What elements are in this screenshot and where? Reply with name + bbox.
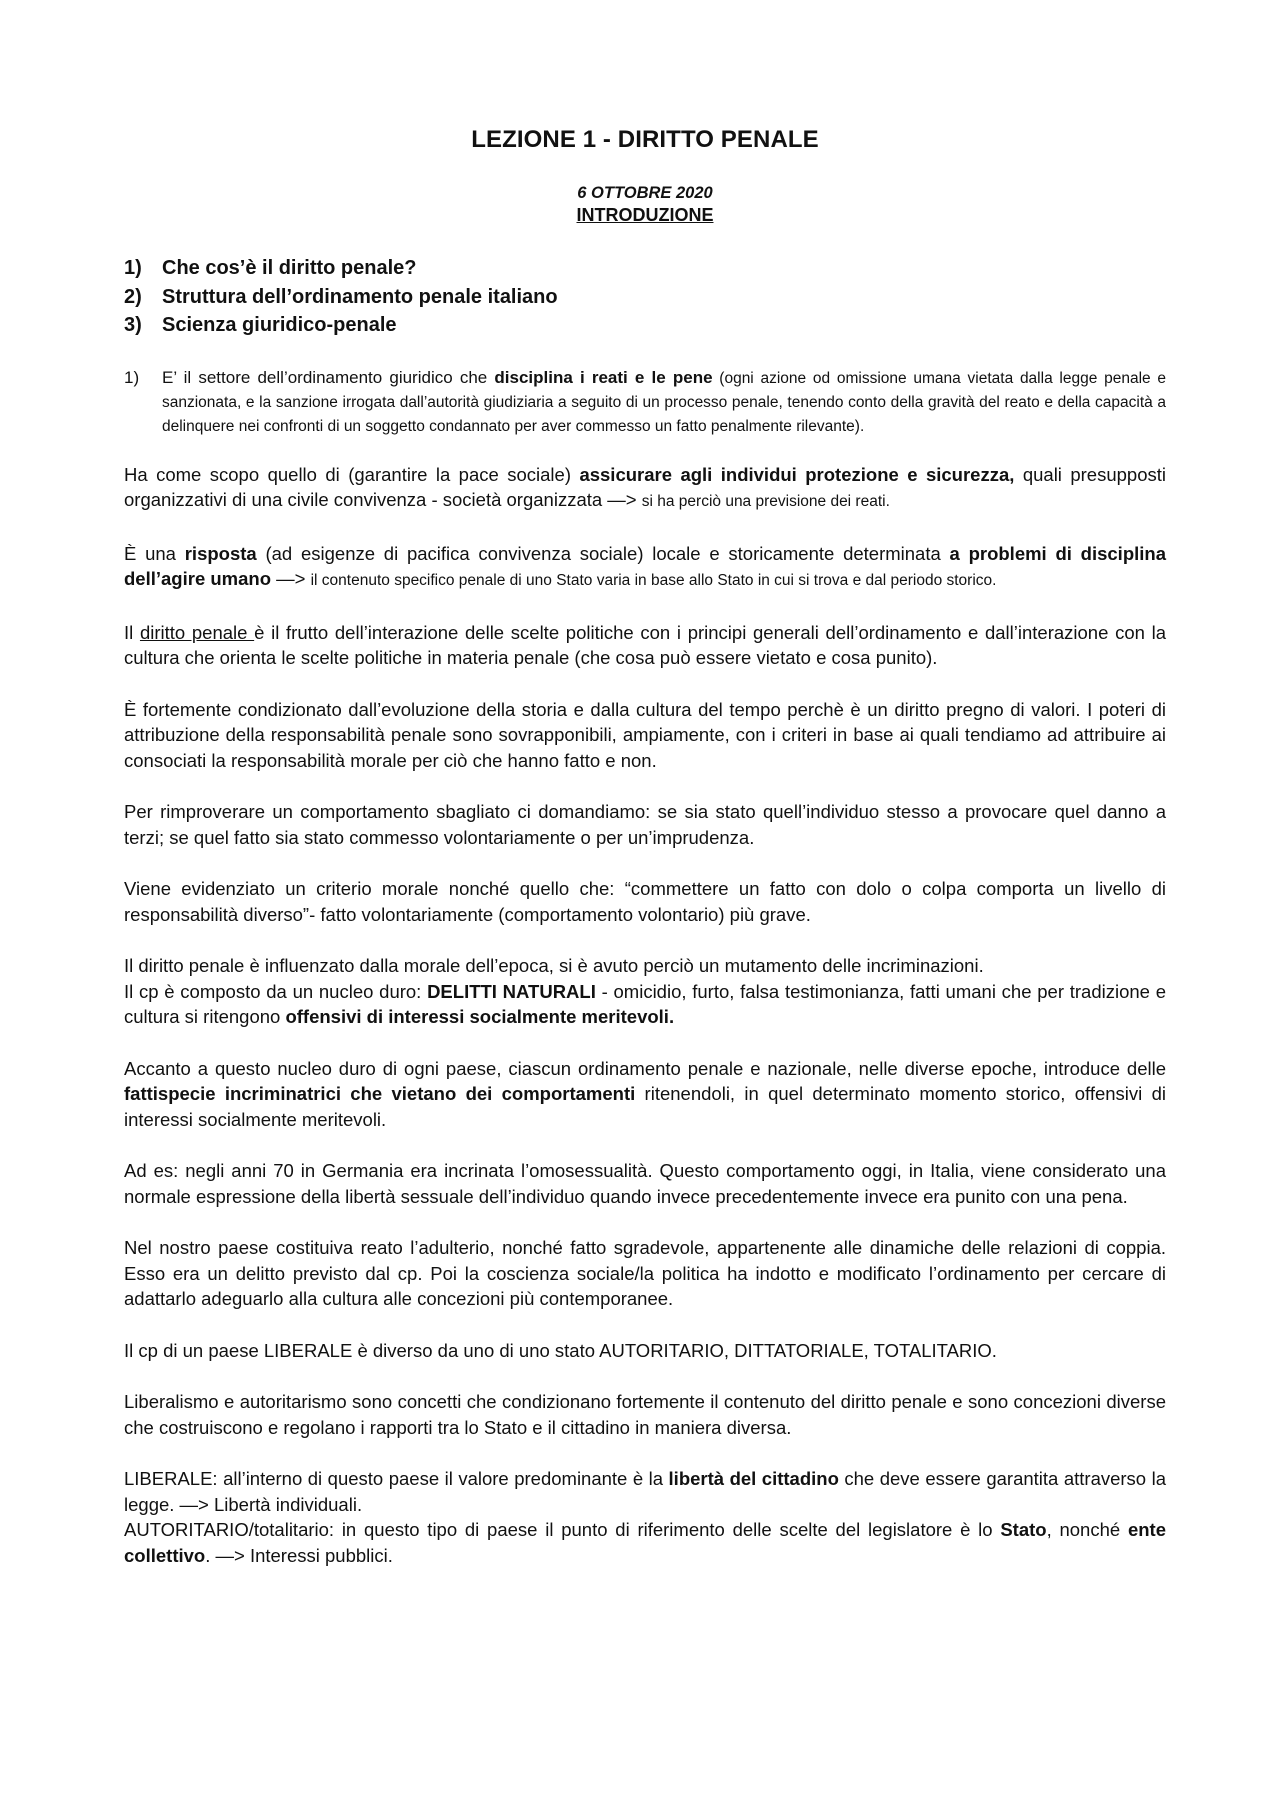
outline-number: 1) bbox=[124, 257, 142, 279]
paragraph-natural-crimes: Il diritto penale è influenzato dalla morale dell’epoca, si è avuto perciò un mutamento delle incriminazioni. Il cp è composto da un nucleo duro: DELITTI NATURALI - omicidio, furto, falsa testimonianza, fatti umani che per tradizione e cultura si ritengono offensivi di interessi socialmente meritevoli. bbox=[124, 955, 1166, 1027]
outline-number: 2) bbox=[124, 285, 142, 308]
paragraph-authoritarian: AUTORITARIO/totalitario: in questo tipo di paese il punto di riferimento delle scelte del legislatore è lo Stato, nonché ente collettivo. —> Interessi pubblici. bbox=[124, 1519, 1166, 1566]
outline-number: 3) bbox=[124, 314, 142, 336]
section-heading: INTRODUZIONE bbox=[576, 205, 714, 225]
paragraph-liberal: LIBERALE: all’interno di questo paese il valore predominante è la libertà del cittadino che deve essere garantita attraverso la legge. —> Libertà individuali. bbox=[124, 1468, 1166, 1515]
paragraph-state-types: Il cp di un paese LIBERALE è diverso da uno di uno stato AUTORITARIO, DITTATORIALE, TOTALITARIO. bbox=[124, 1339, 997, 1361]
paragraph-history: È fortemente condizionato dall’evoluzione della storia e dalla cultura del tempo perchè è un diritto pregno di valori. I poteri di attribuzione della responsabilità penale sono sovrapponibili, ampiamente, con i criteri in base ai quali tendiamo ad attribuire ai consociati la responsabilità morale per ciò che hanno fatto e non. bbox=[124, 698, 1166, 771]
outline-label: Scienza giuridico-penale bbox=[162, 314, 397, 336]
paragraph-scope: Ha come scopo quello di (garantire la pace sociale) assicurare agli individui protezione e sicurezza, quali presupposti organizzativi di una civile convivenza - società organizzata —> si ha perciò una previsione dei reati. bbox=[124, 463, 1167, 510]
paragraph-example: Ad es: negli anni 70 in Germania era incrinata l’omosessualità. Questo comportamento oggi, in Italia, viene considerato una normale espressione della libertà sessuale dell’individuo quando invece precedentemente invece era punito con una pena. bbox=[124, 1160, 1166, 1207]
lesson-date: 6 OTTOBRE 2020 bbox=[577, 184, 713, 202]
paragraph-adultery: Nel nostro paese costituiva reato l’adulterio, nonché fatto sgradevole, appartenente alle dinamiche delle relazioni di coppia. Esso era un delitto previsto dal cp. Poi la coscienza sociale/la politica ha indotto e modificato l’ordinamento per cercare di adattarlo adeguarlo alla cultura alle concezioni più contemporanee. bbox=[124, 1237, 1166, 1309]
paragraph-moral-criterion: Viene evidenziato un criterio morale nonché quello che: “commettere un fatto con dolo o colpa comporta un livello di responsabilità diverso”- fatto volontariamente (comportamento volontario) più grave. bbox=[124, 878, 1166, 925]
outline-label: Che cos’è il diritto penale? bbox=[162, 257, 417, 279]
outline-item bbox=[124, 283, 1166, 312]
outline-label: Struttura dell’ordinamento penale italiano bbox=[162, 285, 558, 308]
definition-item bbox=[124, 366, 1166, 438]
paragraph-interaction: Il diritto penale è il frutto dell’interazione delle scelte politiche con i principi generali dell’ordinamento e dall’interazione con la cultura che orienta le scelte politiche in materia penale (che cosa può essere vietato e cosa punito). bbox=[124, 621, 1167, 668]
page-title: LEZIONE 1 - DIRITTO PENALE bbox=[471, 126, 819, 153]
definition-number: 1) bbox=[124, 367, 140, 387]
topic-outline bbox=[124, 254, 1166, 340]
outline-item bbox=[124, 254, 1166, 283]
outline-item bbox=[124, 311, 1166, 340]
definition-text: E’ il settore dell’ordinamento giuridico che disciplina i reati e le pene (ogni azione od omissione umana vietata dalla legge penale e sanzionata, e la sanzione irrogata dall’autorità giudiziaria a seguito di un processo penale, tenendo conto della gravità del reato e della capacità a delinquere nei confronti di un soggetto condannato per aver commesso un fatto penalmente rilevante). bbox=[162, 367, 1166, 435]
paragraph-response: È una risposta (ad esigenze di pacifica convivenza sociale) locale e storicamente determinata a problemi di disciplina dell’agire umano —> il contenuto specifico penale di uno Stato varia in base allo Stato in cui si trova e dal periodo storico. bbox=[124, 542, 1166, 589]
paragraph-liberalism: Liberalismo e autoritarismo sono concetti che condizionano fortemente il contenuto del diritto penale e sono concezioni diverse che costruiscono e regolano i rapporti tra lo Stato e il cittadino in maniera diversa. bbox=[124, 1391, 1166, 1438]
paragraph-reproach: Per rimproverare un comportamento sbagliato ci domandiamo: se sia stato quell’individuo stesso a provocare quel danno a terzi; se quel fatto sia stato commesso volontariamente o per un’imprudenza. bbox=[124, 801, 1166, 848]
paragraph-incriminating-cases: Accanto a questo nucleo duro di ogni paese, ciascun ordinamento penale e nazionale, nelle diverse epoche, introduce delle fattispecie incriminatrici che vietano dei comportamenti ritenendoli, in quel determinato momento storico, offensivi di interessi socialmente meritevoli. bbox=[124, 1057, 1166, 1130]
